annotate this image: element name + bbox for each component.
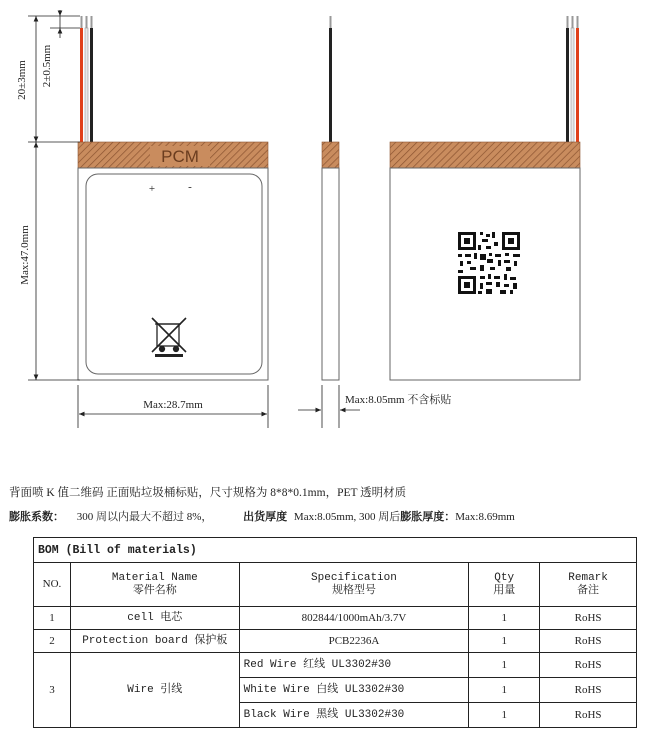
row-qty: 1 <box>469 653 540 678</box>
row-spec: PCB2236A <box>239 630 469 653</box>
bom-title: BOM (Bill of materials) <box>34 538 637 563</box>
row-remark: RoHS <box>540 630 637 653</box>
table-row <box>34 630 637 653</box>
bom-header-row <box>34 563 637 607</box>
note-expansion-text: 300 周以内最大不超过 8%， <box>76 511 213 523</box>
row-no: 2 <box>34 630 71 653</box>
dimension-thickness <box>298 385 360 428</box>
cell-body-side <box>322 168 339 380</box>
black-wire-back-strip <box>567 16 569 28</box>
table-row <box>34 607 637 630</box>
header-material-name: Material Name 零件名称 <box>70 563 239 607</box>
table-row <box>34 653 637 678</box>
white-wire-back <box>571 28 574 142</box>
cell-body-inner <box>86 174 262 374</box>
row-no: 3 <box>34 653 71 728</box>
white-wire <box>85 28 88 142</box>
front-wires <box>80 16 93 142</box>
qr-code-icon <box>458 232 520 294</box>
row-spec: White Wire 白线 UL3302#30 <box>239 678 469 703</box>
black-wire-back <box>566 28 569 142</box>
row-name: cell 电芯 <box>70 607 239 630</box>
note-line-1: 背面喷 K 值二维码 正面贴垃圾桶标贴，尺寸规格为 8*8*0.1mm，PET 透明材质 <box>9 487 407 499</box>
dim-max-width: Max:28.7mm <box>143 399 203 411</box>
dim-strip-length: 2±0.5mm <box>41 44 53 88</box>
front-view <box>78 16 268 380</box>
row-qty: 1 <box>469 678 540 703</box>
note-swell-text: Max:8.69mm <box>455 511 515 523</box>
row-remark: RoHS <box>540 653 637 678</box>
row-no: 1 <box>34 607 71 630</box>
row-name: Protection board 保护板 <box>70 630 239 653</box>
black-wire-strip <box>91 16 93 28</box>
row-remark: RoHS <box>540 678 637 703</box>
row-remark: RoHS <box>540 703 637 728</box>
note-shipping-label: 出货厚度 <box>243 511 288 523</box>
row-qty: 1 <box>469 703 540 728</box>
back-view <box>390 16 580 380</box>
header-no: NO. <box>34 563 71 607</box>
dim-wire-length: 20±3mm <box>16 60 28 100</box>
side-wire <box>329 28 332 142</box>
red-wire-back-strip <box>577 16 579 28</box>
white-wire-back-strip <box>572 16 574 28</box>
dim-max-height: Max:47.0mm <box>19 225 31 285</box>
minus-symbol: - <box>188 181 192 193</box>
note-expansion-label: 膨胀系数： <box>9 511 64 523</box>
side-view <box>322 16 339 380</box>
note-shipping-text: Max:8.05mm, 300 周后 <box>293 511 401 523</box>
dimension-lines-left <box>28 10 80 380</box>
pcm-label: PCM <box>161 147 199 166</box>
row-spec: Black Wire 黑线 UL3302#30 <box>239 703 469 728</box>
black-wire <box>90 28 93 142</box>
white-wire-strip <box>86 16 88 28</box>
row-qty: 1 <box>469 607 540 630</box>
note-swell-label: 膨胀厚度： <box>400 511 456 523</box>
dim-max-thickness: Max:8.05mm 不含标贴 <box>345 394 452 406</box>
header-qty: Qty 用量 <box>469 563 540 607</box>
side-wire-strip <box>330 16 332 28</box>
bom-table <box>33 537 637 728</box>
note-line-2 <box>9 508 515 524</box>
row-name: Wire 引线 <box>70 653 239 728</box>
pcm-strip-back <box>390 142 580 168</box>
red-wire-strip <box>81 16 83 28</box>
row-qty: 1 <box>469 630 540 653</box>
header-specification: Specification 规格型号 <box>239 563 469 607</box>
red-wire <box>80 28 83 142</box>
header-remark: Remark 备注 <box>540 563 637 607</box>
row-remark: RoHS <box>540 607 637 630</box>
red-wire-back <box>576 28 579 142</box>
pcm-strip-side <box>322 142 339 168</box>
row-spec: 802844/1000mAh/3.7V <box>239 607 469 630</box>
row-spec: Red Wire 红线 UL3302#30 <box>239 653 469 678</box>
plus-symbol: + <box>148 183 156 195</box>
